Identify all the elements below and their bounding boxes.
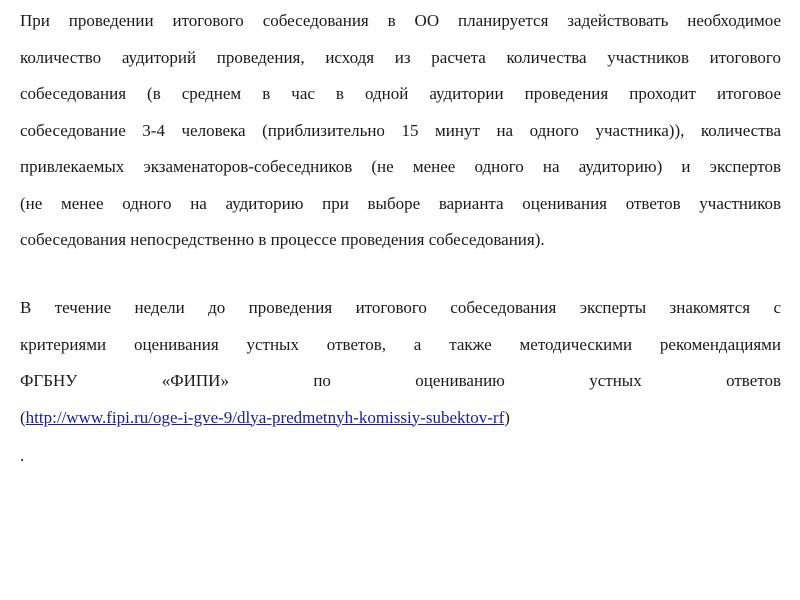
trailing-dot: . [20, 446, 25, 465]
paragraph-line: привлекаемых экзаменаторов-собеседников (не менее одного на аудиторию) и экспертов [20, 157, 781, 176]
fipi-link[interactable]: http://www.fipi.ru/oge-i-gve-9/dlya-predmetnyh-komissiy-subektov-rf [25, 407, 505, 427]
paragraph-line: собеседования непосредственно в процессе проведения собеседования). [20, 230, 545, 249]
paragraph-planning [20, 3, 781, 259]
paragraph-line: критериями оценивания устных ответов, а также методическими рекомендациями [20, 334, 781, 354]
paragraph-line: собеседование 3-4 человека (приблизительно 15 минут на одного участника)), количества [20, 120, 781, 140]
paragraph-line: собеседования (в среднем в час в одной аудитории проведения проходит итоговое [20, 84, 781, 103]
paragraph-line: При проведении итогового собеседования в ОО планируется задействовать необходимое [20, 11, 781, 30]
paragraph-line: количество аудиторий проведения, исходя из расчета количества участников итогового [20, 47, 781, 67]
paragraph-line: (не менее одного на аудиторию при выборе варианта оценивания ответов участников [20, 193, 781, 213]
link-line [20, 400, 781, 437]
paragraph-line: В течение недели до проведения итогового собеседования эксперты знакомятся с [20, 298, 781, 317]
paragraph-experts [20, 290, 781, 436]
link-close-paren: ) [504, 407, 510, 427]
paragraph-line: ФГБНУ «ФИПИ» по оцениванию устных ответов [20, 371, 781, 390]
link-open-paren: ( [20, 407, 26, 427]
